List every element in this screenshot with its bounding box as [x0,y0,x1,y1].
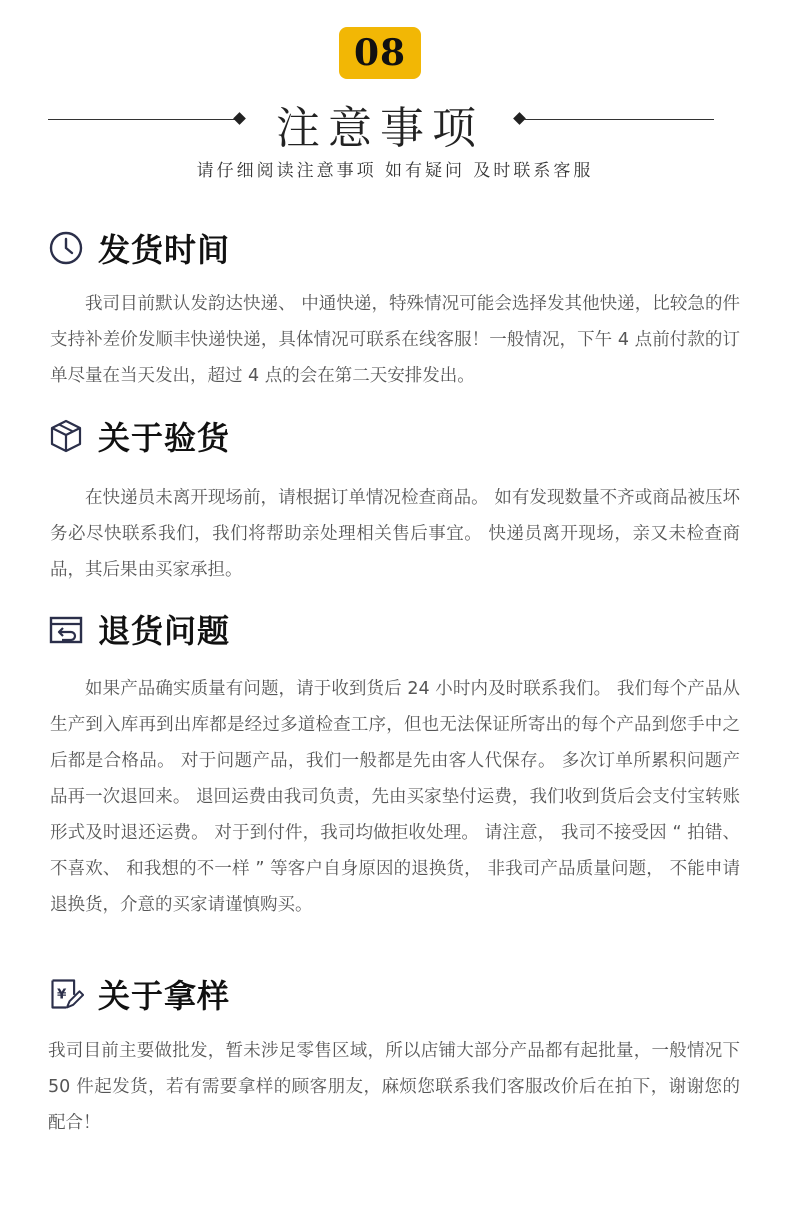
title-divider-left [48,119,238,120]
svg-text:¥: ¥ [57,986,67,1003]
section-body: 如果产品确实质量有问题，请于收到货后 24 小时内及时联系我们。 我们每个产品从生产到入库再到出库都是经过多道检查工序，但也无法保证所寄出的每个产品到您手中之后都是合格品。 对于问题产品，我们一般都是先由客人代保存。 多次订单所累积问题产品再一次退回来。 退回运费由我司负责，先由买家垫付运费，我们收到货后会支付宝转账形式及时退还运费。 对于到付件，我司均做拒收处理。 请注意， 我司不接受因 “ 拍错、 不喜欢、 和我想的不一样 ” 等客户自身原因的退换货， 非我司产品质量问题， 不能申请退换货，介意的买家请谨慎购买。 [50,679,740,915]
yuan-pen-icon [48,976,84,1012]
clock-icon [48,230,84,266]
section-title: 关于验货 [98,419,231,457]
section-body: 在快递员未离开现场前，请根据订单情况检查商品。 如有发现数量不齐或商品被压坏务必尽快联系我们，我们将帮助亲处理相关售后事宜。 快递员离开现场，亲又未检查商品，其后果由买家承担。 [50,488,740,580]
return-box-icon [48,611,84,647]
section-shipping-time-header [48,226,230,270]
section-body: 我司目前默认发韵达快递、 中通快递，特殊情况可能会选择发其他快递，比较急的件支持补差价发顺丰快递快递，具体情况可联系在线客服！一般情况，下午 4 点前付款的订单尽量在当天发出，超过 4 点的会在第二天安排发出。 [50,294,740,386]
section-body: 我司目前主要做批发，暂未涉足零售区域，所以店铺大部分产品都有起批量，一般情况下 50 件起发货，若有需要拿样的顾客朋友，麻烦您联系我们客服改价后在拍下，谢谢您的配合！ [48,1041,740,1133]
section-number-badge: 08 [339,27,421,79]
title-row [0,90,790,154]
section-title: 退货问题 [98,612,231,650]
section-samples-header [48,972,230,1016]
section-title: 关于拿样 [98,977,231,1015]
page-title: 注意事项 [276,103,484,154]
diamond-left-icon [233,112,246,125]
title-divider-right [524,119,714,120]
section-inspection-header [48,414,230,458]
section-title: 发货时间 [98,231,231,269]
section-returns-header [48,607,230,651]
page-subtitle: 请仔细阅读注意事项 如有疑问 及时联系客服 [196,161,594,181]
package-box-icon [48,418,84,454]
